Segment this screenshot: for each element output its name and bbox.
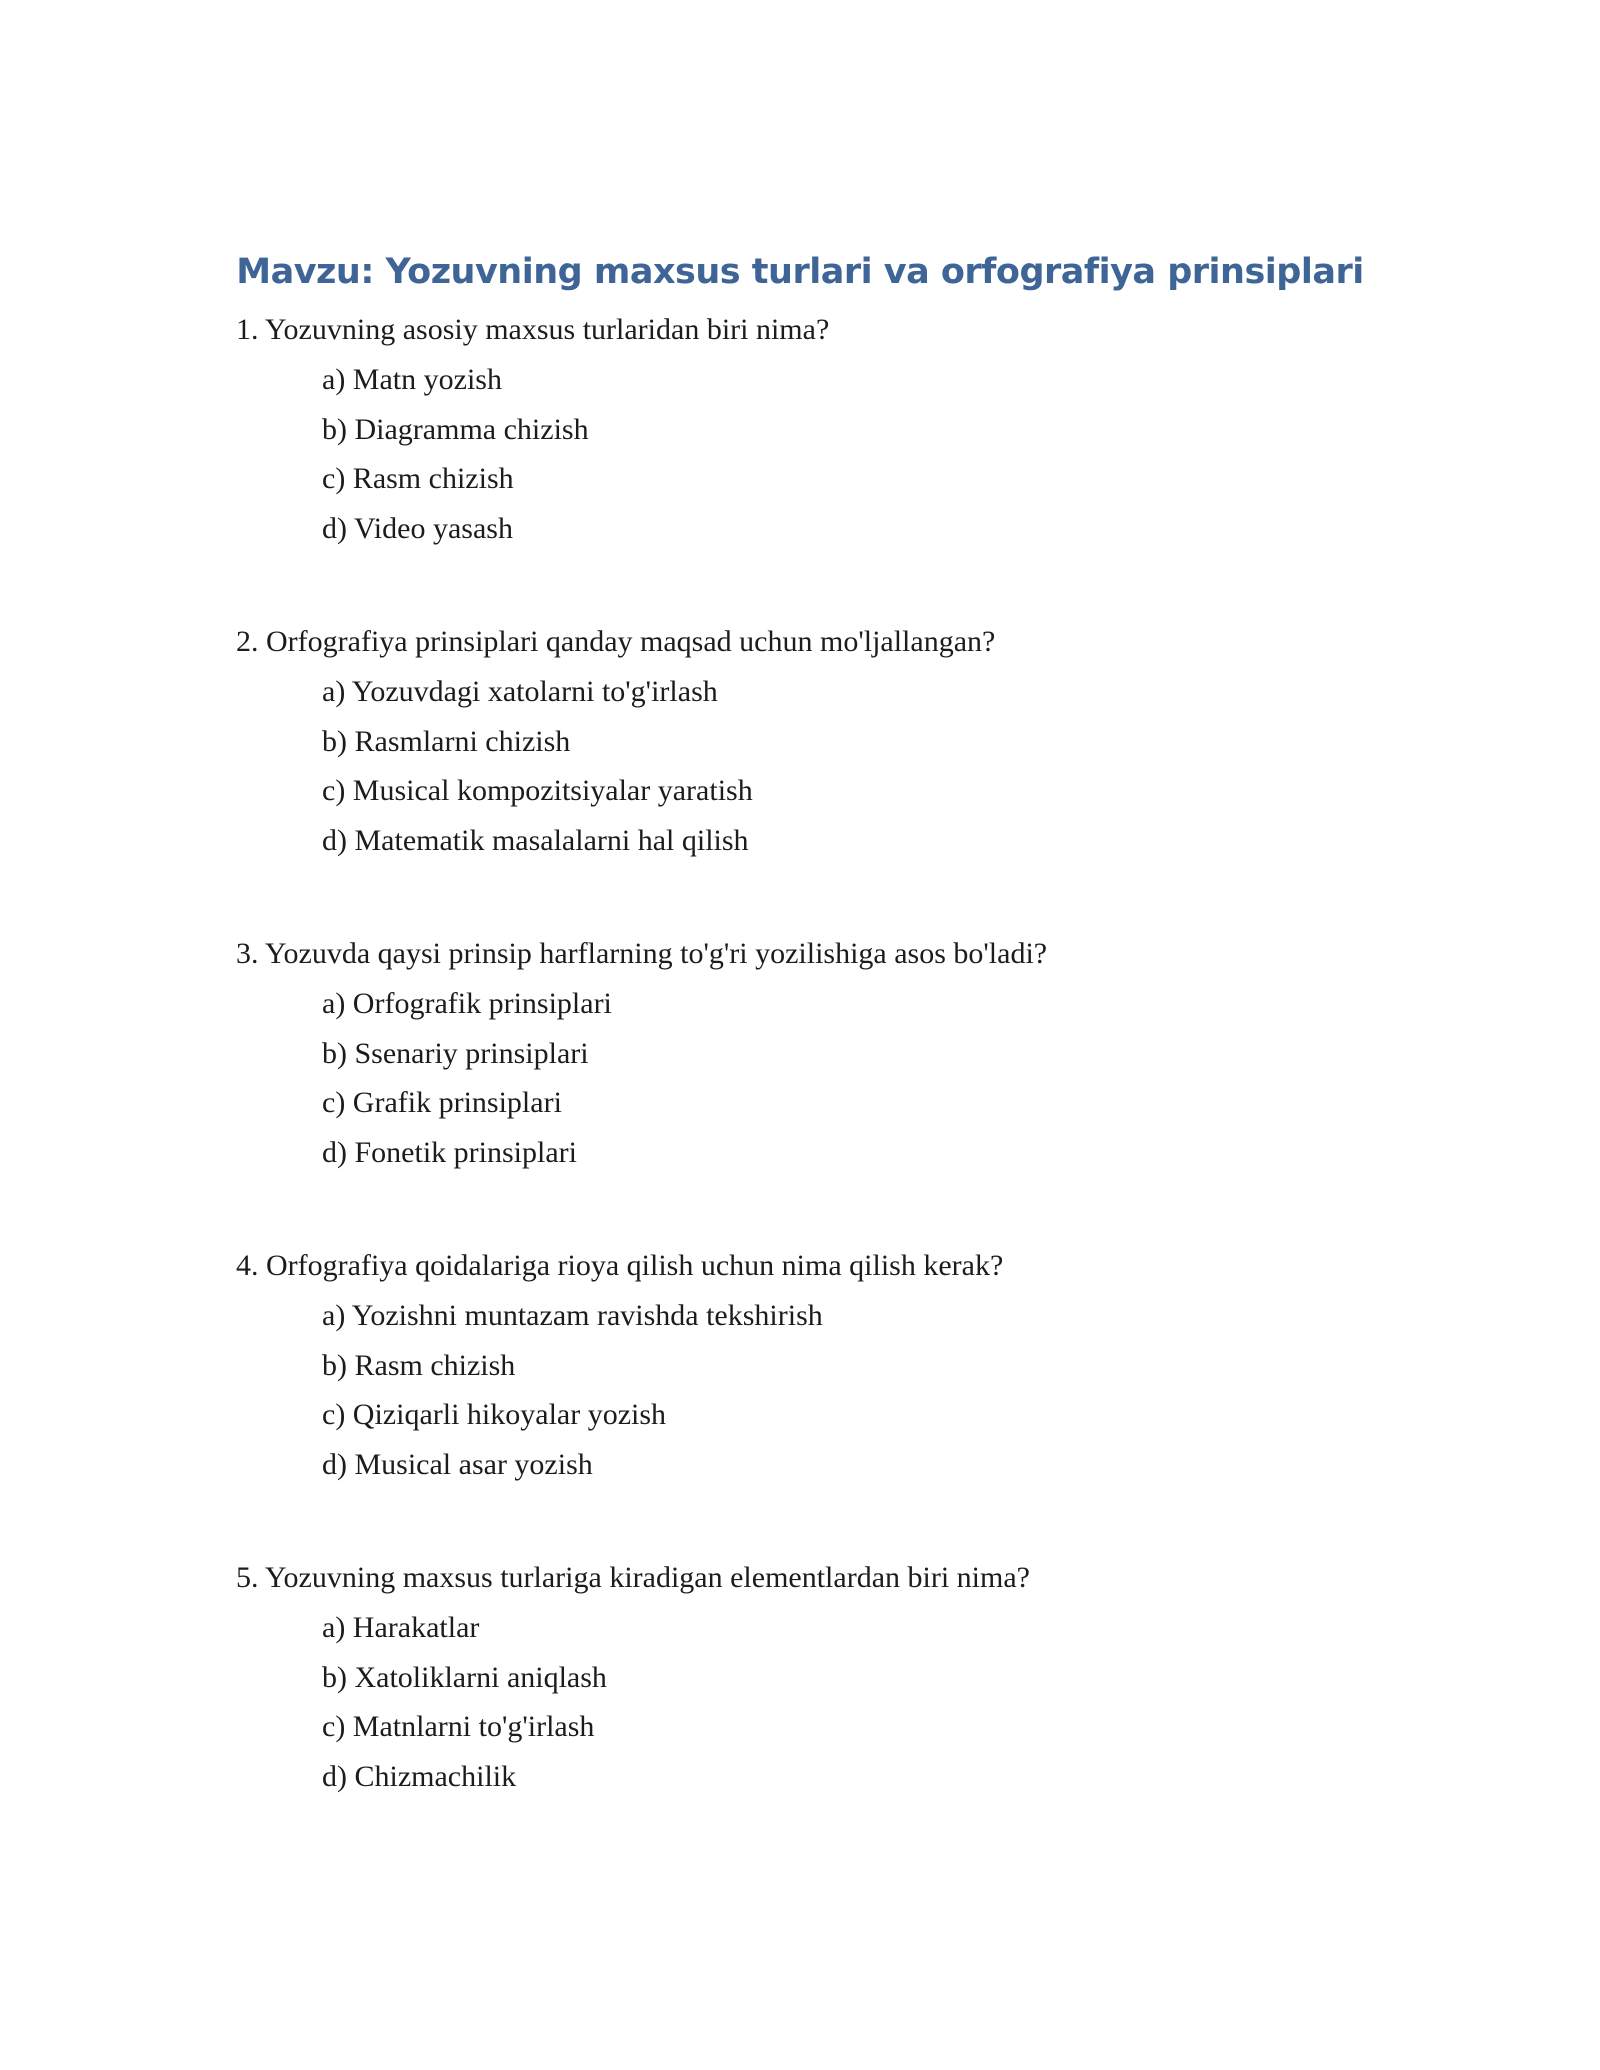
answer-option-d: d) Matematik masalalarni hal qilish <box>322 823 749 857</box>
question-text: 1. Yozuvning asosiy maxsus turlaridan biri nima? <box>236 313 830 346</box>
answer-option-a: a) Harakatlar <box>322 1611 480 1644</box>
answer-option-d: d) Fonetik prinsiplari <box>322 1135 577 1169</box>
answer-option-c: c) Rasm chizish <box>322 462 514 495</box>
answer-option-b: b) Diagramma chizish <box>322 412 589 446</box>
question-2 <box>236 624 1436 872</box>
answer-option-d: d) Musical asar yozish <box>322 1447 593 1481</box>
question-5 <box>236 1560 1436 1808</box>
question-4 <box>236 1248 1436 1496</box>
answer-option-a: a) Yozuvdagi xatolarni to'g'irlash <box>322 675 718 708</box>
answer-option-b: b) Rasmlarni chizish <box>322 724 571 758</box>
question-text: 4. Orfografiya qoidalariga rioya qilish uchun nima qilish kerak? <box>236 1249 1004 1282</box>
answer-options <box>236 986 1436 1184</box>
question-text: 5. Yozuvning maxsus turlariga kiradigan elementlardan biri nima? <box>236 1561 1030 1594</box>
answer-options <box>236 362 1436 560</box>
answer-option-c: c) Grafik prinsiplari <box>322 1086 562 1119</box>
question-1 <box>236 312 1436 560</box>
answer-option-c: c) Qiziqarli hikoyalar yozish <box>322 1398 667 1431</box>
quiz-list <box>236 312 1436 1872</box>
question-3 <box>236 936 1436 1184</box>
answer-option-a: a) Orfografik prinsiplari <box>322 987 612 1020</box>
answer-options <box>236 1298 1436 1496</box>
answer-option-b: b) Rasm chizish <box>322 1348 516 1382</box>
answer-options <box>236 1610 1436 1808</box>
document-title: Mavzu: Yozuvning maxsus turlari va orfografiya prinsiplari <box>236 252 1364 292</box>
answer-option-b: b) Ssenariy prinsiplari <box>322 1036 589 1070</box>
answer-options <box>236 674 1436 872</box>
answer-option-c: c) Matnlarni to'g'irlash <box>322 1710 595 1743</box>
answer-option-d: d) Video yasash <box>322 511 513 545</box>
question-text: 3. Yozuvda qaysi prinsip harflarning to'g'ri yozilishiga asos bo'ladi? <box>236 937 1048 970</box>
answer-option-a: a) Matn yozish <box>322 363 502 396</box>
answer-option-b: b) Xatoliklarni aniqlash <box>322 1660 607 1694</box>
question-text: 2. Orfografiya prinsiplari qanday maqsad uchun mo'ljallangan? <box>236 625 996 658</box>
answer-option-a: a) Yozishni muntazam ravishda tekshirish <box>322 1299 823 1332</box>
answer-option-d: d) Chizmachilik <box>322 1759 517 1793</box>
answer-option-c: c) Musical kompozitsiyalar yaratish <box>322 774 753 807</box>
